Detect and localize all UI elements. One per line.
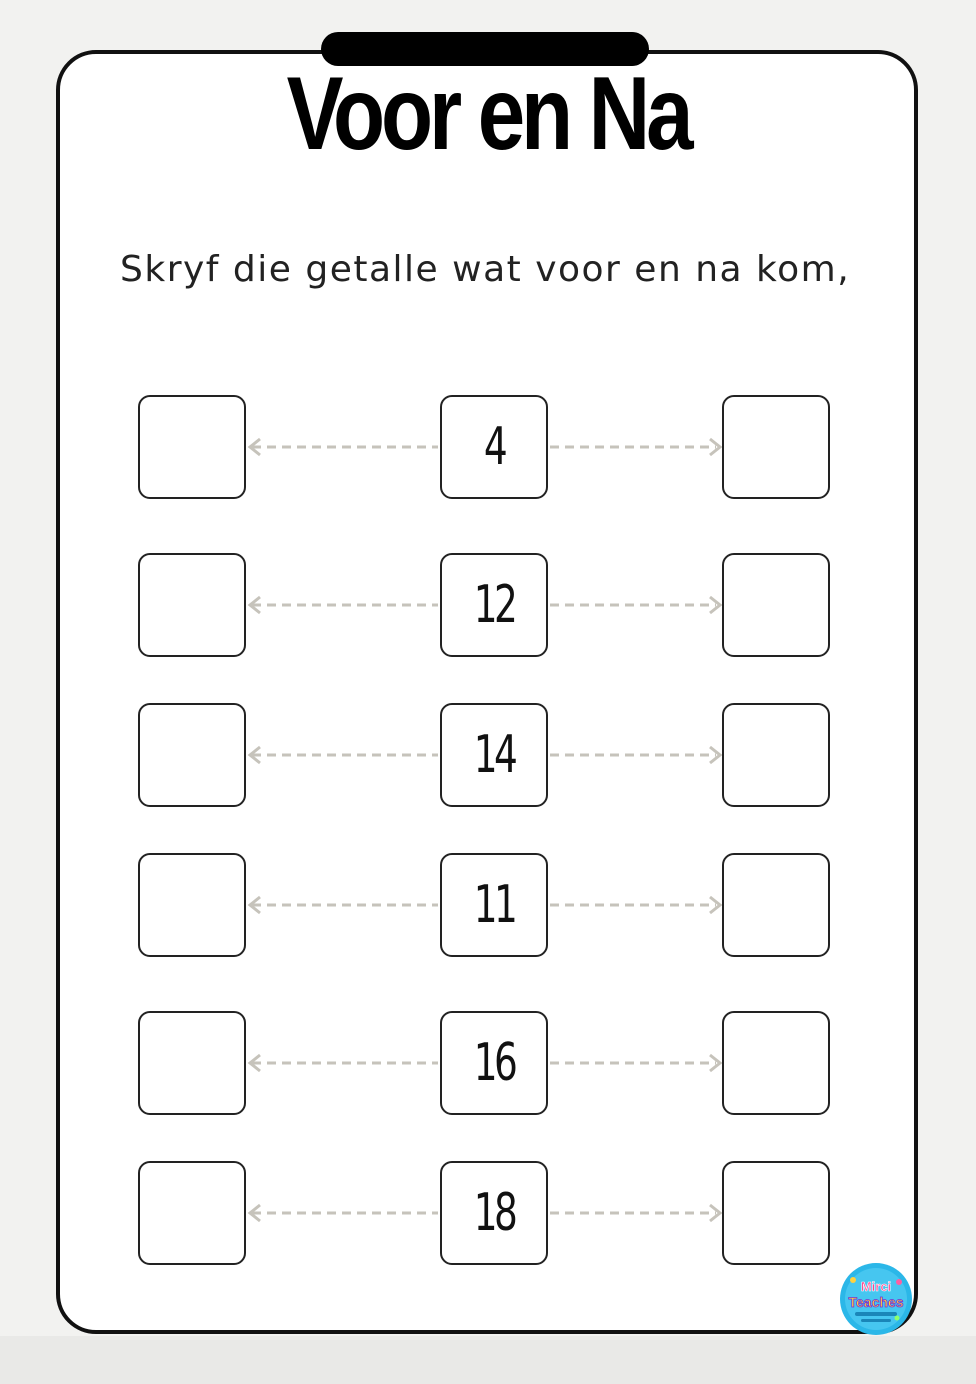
worksheet-title: Voor en Na bbox=[286, 56, 690, 172]
before-answer-box[interactable] bbox=[138, 1161, 246, 1265]
given-number: 14 bbox=[473, 725, 515, 785]
number-row bbox=[0, 395, 976, 499]
after-answer-box[interactable] bbox=[722, 395, 830, 499]
number-row bbox=[0, 853, 976, 957]
before-answer-box[interactable] bbox=[138, 703, 246, 807]
number-row bbox=[0, 1161, 976, 1265]
number-row bbox=[0, 703, 976, 807]
number-row bbox=[0, 1011, 976, 1115]
after-answer-box[interactable] bbox=[722, 1011, 830, 1115]
number-row bbox=[0, 553, 976, 657]
given-number-box bbox=[440, 553, 548, 657]
given-number-box bbox=[440, 1161, 548, 1265]
worksheet-card bbox=[56, 50, 918, 1334]
after-answer-box[interactable] bbox=[722, 553, 830, 657]
before-answer-box[interactable] bbox=[138, 553, 246, 657]
mirci-teaches-logo bbox=[839, 1262, 913, 1336]
given-number: 11 bbox=[473, 875, 515, 935]
after-answer-box[interactable] bbox=[722, 853, 830, 957]
given-number: 16 bbox=[473, 1033, 515, 1093]
given-number-box bbox=[440, 395, 548, 499]
page-bottom-strip bbox=[0, 1336, 976, 1384]
after-answer-box[interactable] bbox=[722, 703, 830, 807]
logo-text-line2: Teaches bbox=[848, 1294, 904, 1310]
given-number: 4 bbox=[483, 417, 505, 477]
before-answer-box[interactable] bbox=[138, 1011, 246, 1115]
instruction-text: Skryf die getalle wat voor en na kom, bbox=[120, 249, 851, 290]
before-answer-box[interactable] bbox=[138, 395, 246, 499]
given-number-box bbox=[440, 853, 548, 957]
after-answer-box[interactable] bbox=[722, 1161, 830, 1265]
given-number: 18 bbox=[473, 1183, 515, 1243]
given-number-box bbox=[440, 703, 548, 807]
given-number: 12 bbox=[473, 575, 515, 635]
before-answer-box[interactable] bbox=[138, 853, 246, 957]
given-number-box bbox=[440, 1011, 548, 1115]
logo-text-line1: Mirci bbox=[860, 1279, 892, 1294]
